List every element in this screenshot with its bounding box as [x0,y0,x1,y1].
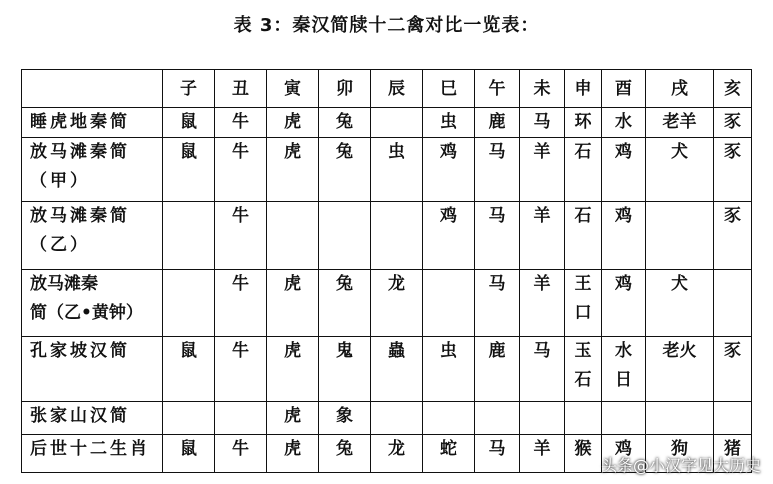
animal-text: 鬼 [336,341,353,361]
branch-header-cell: 丑 [215,70,267,108]
animal-cell [371,202,423,270]
branch-header-cell: 巳 [423,70,475,108]
animal-text: 兔 [336,274,353,294]
animal-cell [475,202,520,270]
zodiac-comparison-table [21,69,752,473]
animal-cell [602,138,646,202]
animal-text: 鹿 [488,341,506,361]
table-row [22,108,752,138]
animal-cell [602,337,646,402]
animal-text: 蟲 [388,341,405,361]
animal-text: 虫 [440,341,457,361]
animal-text: 蛇 [440,439,457,459]
animal-text: 鸡 [615,274,632,294]
animal-text: 牛 [232,341,249,361]
animal-text: 羊 [533,274,551,294]
animal-text: 鼠 [180,112,197,132]
animal-cell [371,108,423,138]
animal-cell [163,108,215,138]
animal-text: 兔 [336,112,353,132]
animal-cell [646,108,714,138]
animal-cell [565,108,602,138]
animal-cell [215,202,267,270]
animal-cell [371,270,423,337]
animal-cell [371,402,423,435]
animal-cell [163,337,215,402]
source-name-line: 张家山汉简 [30,406,130,426]
animal-text: 马 [488,274,506,294]
source-name-line: （乙） [30,235,90,255]
animal-text: 虎 [284,142,301,162]
animal-text: 环 [574,112,592,132]
animal-text: 豕 [724,142,741,162]
animal-cell [423,138,475,202]
animal-text: 虎 [284,112,301,132]
watermark-text: 头条@小汉字见大历史 [600,456,761,475]
animal-cell [714,108,752,138]
source-name-line: 后世十二生肖 [30,439,150,459]
animal-cell [520,138,565,202]
animal-text: 龙 [388,274,405,294]
branch-header-cell: 亥 [714,70,752,108]
branch-header-cell: 戌 [646,70,714,108]
animal-text: 豕 [724,341,741,361]
animal-text: 鸡 [615,206,632,226]
animal-text: 虎 [284,341,301,361]
source-name-cell [22,402,163,435]
animal-text: 鼠 [180,142,197,162]
animal-cell [520,435,565,473]
animal-text: 牛 [232,112,249,132]
animal-text: 石 [574,206,592,226]
animal-cell [423,270,475,337]
animal-cell [267,337,319,402]
animal-text: 虎 [284,439,301,459]
animal-cell [267,138,319,202]
animal-cell [423,337,475,402]
animal-cell [520,108,565,138]
animal-text: 牛 [232,142,249,162]
animal-text: 虫 [388,142,405,162]
branch-header-cell: 未 [520,70,565,108]
table-row [22,270,752,337]
animal-cell [714,202,752,270]
animal-text: 马 [488,439,506,459]
animal-cell [520,337,565,402]
animal-text: 玉 [574,341,592,361]
animal-cell [602,202,646,270]
branch-header-cell: 酉 [602,70,646,108]
animal-text: 鸡 [615,439,632,459]
animal-cell [475,138,520,202]
animal-cell [215,270,267,337]
animal-text: 羊 [533,142,551,162]
animal-cell [319,402,371,435]
animal-text: 鸡 [440,206,457,226]
animal-cell [267,202,319,270]
source-name-cell [22,202,163,270]
source-name-line: 孔家坡汉简 [30,341,130,361]
corner-header-cell [22,70,163,108]
animal-cell [520,270,565,337]
animal-cell [163,435,215,473]
animal-cell [319,108,371,138]
source-name-cell [22,108,163,138]
animal-text: 羊 [533,206,551,226]
animal-cell [565,337,602,402]
animal-cell [319,202,371,270]
branch-header-cell: 辰 [371,70,423,108]
table-row [22,138,752,202]
animal-text: 马 [488,142,506,162]
animal-cell [646,270,714,337]
animal-cell [714,402,752,435]
animal-cell [714,138,752,202]
animal-cell [520,402,565,435]
animal-cell [319,138,371,202]
animal-cell [371,337,423,402]
animal-cell [475,337,520,402]
animal-cell [319,270,371,337]
source-name-cell [22,270,163,337]
animal-cell [319,337,371,402]
animal-cell [646,402,714,435]
branch-header-cell: 午 [475,70,520,108]
animal-text: 马 [488,206,506,226]
table-row [22,337,752,402]
animal-text: 鸡 [615,142,632,162]
animal-text: 水 [615,112,632,132]
animal-cell [163,202,215,270]
source-name-line: （甲） [30,171,90,191]
branch-header-cell: 子 [163,70,215,108]
animal-text: 牛 [232,439,249,459]
animal-text: 王 [574,274,592,294]
animal-cell [215,402,267,435]
animal-cell [267,108,319,138]
animal-cell [423,435,475,473]
animal-cell [475,108,520,138]
source-name-line: 简（乙•黄钟） [30,303,143,323]
animal-cell [602,402,646,435]
source-name-cell [22,435,163,473]
branch-header-cell: 申 [565,70,602,108]
animal-text: 石 [574,142,592,162]
animal-text: 牛 [232,206,249,226]
animal-text: 鸡 [440,142,457,162]
animal-text: 虎 [284,274,301,294]
animal-text: 马 [533,341,551,361]
animal-cell [602,270,646,337]
animal-text: 羊 [533,439,551,459]
animal-cell [371,138,423,202]
header-row [22,70,752,108]
animal-text: 马 [533,112,551,132]
animal-cell [215,337,267,402]
source-name-cell [22,337,163,402]
branch-header-cell: 卯 [319,70,371,108]
animal-cell [646,337,714,402]
animal-cell [267,402,319,435]
source-name-line: 放马滩秦简 [30,206,130,226]
animal-cell [565,402,602,435]
animal-text: 豕 [724,112,741,132]
animal-cell [475,402,520,435]
animal-cell [565,138,602,202]
animal-text: 老火 [662,341,697,361]
animal-text: 牛 [232,274,249,294]
source-name-line: 放马滩秦 [30,274,98,294]
animal-text: 兔 [336,439,353,459]
table-row [22,202,752,270]
animal-text: 日 [615,370,632,390]
table-caption: 表 3：秦汉简牍十二禽对比一览表： [233,15,540,36]
animal-cell [267,270,319,337]
animal-text: 虫 [440,112,457,132]
animal-cell [163,138,215,202]
animal-cell [267,435,319,473]
animal-text: 猪 [724,439,741,459]
animal-cell [371,435,423,473]
source-name-cell [22,138,163,202]
animal-text: 石 [574,370,592,390]
animal-cell [565,202,602,270]
branch-header-cell: 寅 [267,70,319,108]
animal-cell [565,435,602,473]
animal-text: 水 [615,341,632,361]
animal-cell [646,138,714,202]
source-name-line: 睡虎地秦简 [30,112,130,132]
animal-text: 猴 [574,439,592,459]
animal-text: 犬 [671,142,688,162]
animal-cell [163,402,215,435]
animal-cell [423,402,475,435]
animal-cell [319,435,371,473]
animal-text: 老羊 [662,112,697,132]
animal-text: 兔 [336,142,353,162]
animal-cell [475,270,520,337]
animal-text: 鼠 [180,341,197,361]
source-name-line: 放马滩秦简 [30,142,130,162]
animal-cell [215,138,267,202]
animal-text: 豕 [724,206,741,226]
animal-cell [423,202,475,270]
animal-cell [163,270,215,337]
animal-cell [646,202,714,270]
animal-text: 象 [336,406,353,426]
animal-cell [215,435,267,473]
animal-text: 口 [574,303,592,323]
animal-cell [714,337,752,402]
animal-text: 鹿 [488,112,506,132]
animal-cell [475,435,520,473]
animal-cell [215,108,267,138]
animal-text: 鼠 [180,439,197,459]
animal-cell [565,270,602,337]
table-row [22,402,752,435]
animal-cell [714,270,752,337]
animal-text: 狗 [671,439,688,459]
animal-cell [602,108,646,138]
animal-cell [520,202,565,270]
animal-text: 犬 [671,274,688,294]
animal-cell [423,108,475,138]
animal-text: 虎 [284,406,301,426]
animal-text: 龙 [388,439,405,459]
